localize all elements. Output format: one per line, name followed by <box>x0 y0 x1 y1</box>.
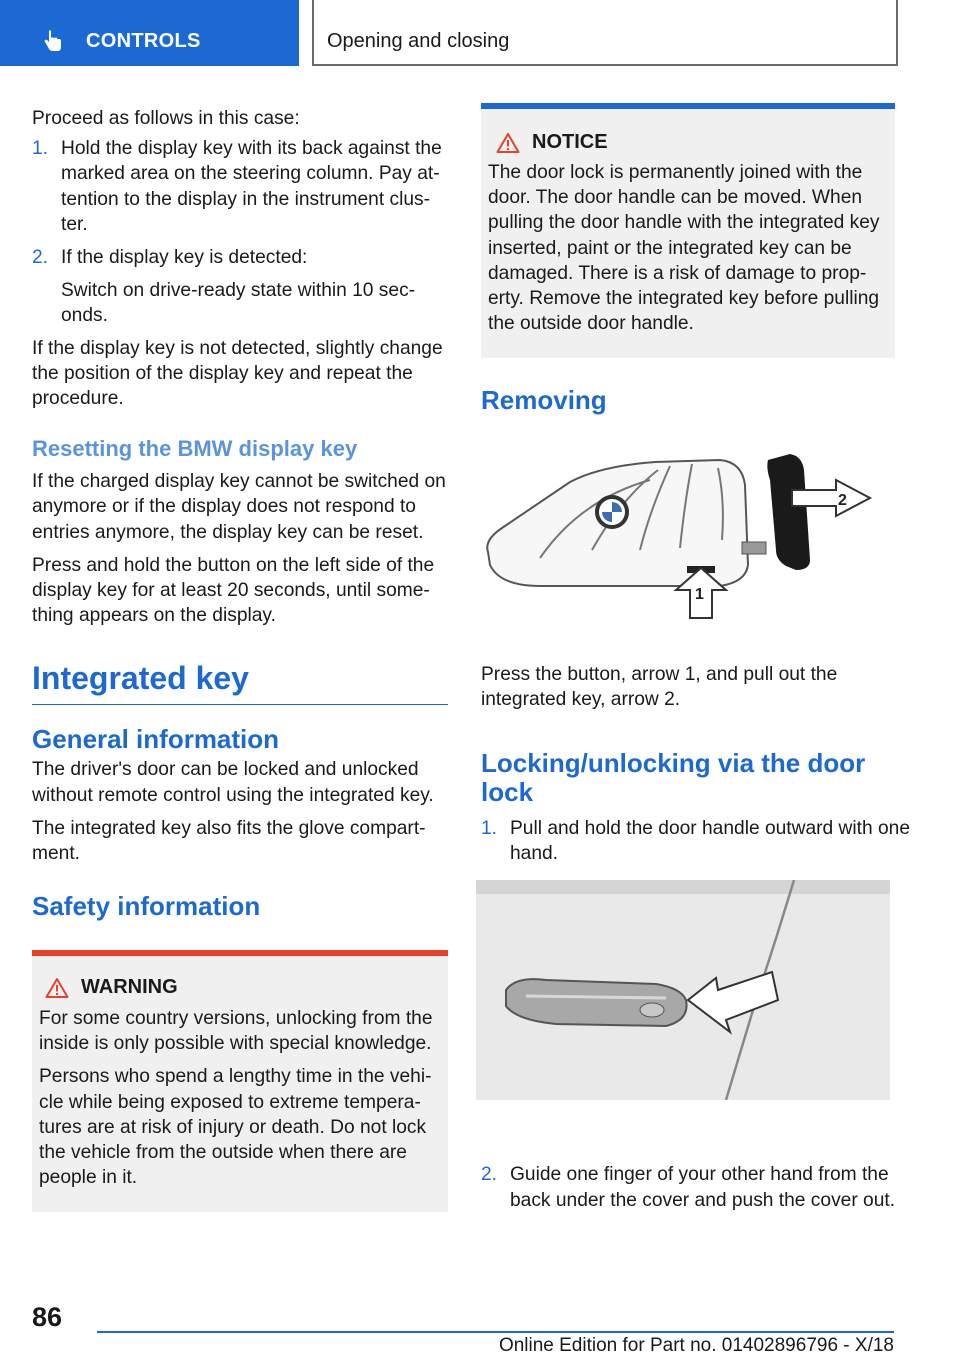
step-number: 1. <box>481 818 498 839</box>
warning-text: Persons who spend a lengthy time in the vehicle while being exposed to extreme temperatures are at risk of injury or death. Do not lock the vehicle from the outside when there are people in it. <box>39 1066 432 1189</box>
notice-triangle-icon <box>496 132 520 154</box>
heading-removing: Removing <box>481 385 607 415</box>
step-number: 2. <box>481 1164 498 1186</box>
list-item <box>481 816 924 866</box>
step-text: Pull and hold the door handle outward with one hand. <box>510 818 911 865</box>
step-text: Hold the display key with its back against the marked area on the steering column. Pay attention to the display in the instrument cluster. <box>61 138 442 235</box>
notice-box <box>481 103 895 358</box>
intro-text: Proceed as follows in this case: <box>32 108 300 129</box>
section-title: Opening and closing <box>327 30 510 52</box>
warning-triangle-icon <box>45 977 69 999</box>
arrow-1-label: 1 <box>695 586 704 603</box>
chapter-tab[interactable] <box>0 0 299 66</box>
footer-edition: Online Edition for Part no. 01402896796 - X/18 <box>498 1335 894 1356</box>
warning-text: For some country versions, unlocking from the inside is only possible with special knowledge. <box>39 1008 433 1055</box>
paragraph: Press and hold the button on the left side of the display key for at least 20 seconds, until something appears on the display. <box>32 554 435 627</box>
step-number: 2. <box>32 247 49 269</box>
paragraph: If the display key is not detected, slightly change the position of the display key and repeat the procedure. <box>32 337 443 410</box>
section-title-box <box>312 0 898 66</box>
paragraph: The integrated key also fits the glove compartment. <box>32 817 426 865</box>
footer-divider <box>97 1331 894 1333</box>
warning-title: WARNING <box>39 976 442 999</box>
key-removal-illustration <box>480 440 880 640</box>
heading-integrated-key: Integrated key <box>32 658 448 705</box>
arrow-2-label: 2 <box>838 492 847 509</box>
list-item <box>32 136 448 237</box>
notice-title: NOTICE <box>488 131 889 154</box>
heading-locking-unlocking: Locking/unlocking via the door lock <box>481 748 866 807</box>
notice-text: The door lock is permanently joined with the door. The door handle can be moved. When pulling the door handle with the integrated key inserted, paint or the integrated key can be damaged. There is a risk of damage to property. Remove the integrated key before pulling the outside door handle. <box>488 162 880 335</box>
subheading-reset: Resetting the BMW display key <box>32 436 358 462</box>
paragraph: If the charged display key cannot be switched on anymore or if the display does not respond to entries anymore, the display key can be reset. <box>32 471 446 543</box>
hand-touch-icon <box>40 28 66 54</box>
paragraph: The driver's door can be locked and unlocked without remote control using the integrated key. <box>32 759 434 806</box>
chapter-tab-label: CONTROLS <box>86 30 201 52</box>
step-number: 1. <box>32 138 49 160</box>
left-column <box>32 106 448 922</box>
page-number: 86 <box>32 1302 63 1332</box>
step-subtext: Switch on drive-ready state within 10 seconds. <box>61 280 416 327</box>
door-handle-illustration <box>476 880 890 1100</box>
list-item <box>32 245 448 270</box>
heading-safety-information: Safety information <box>32 891 261 922</box>
warning-box <box>32 950 448 1212</box>
list-item <box>481 1162 924 1212</box>
step-text: Guide one finger of your other hand from the back under the cover and push the cover out. <box>510 1164 896 1211</box>
removing-text: Press the button, arrow 1, and pull out the integrated key, arrow 2. <box>481 664 838 711</box>
heading-general-information: General information <box>32 724 280 755</box>
step-text: If the display key is detected: <box>61 247 308 269</box>
